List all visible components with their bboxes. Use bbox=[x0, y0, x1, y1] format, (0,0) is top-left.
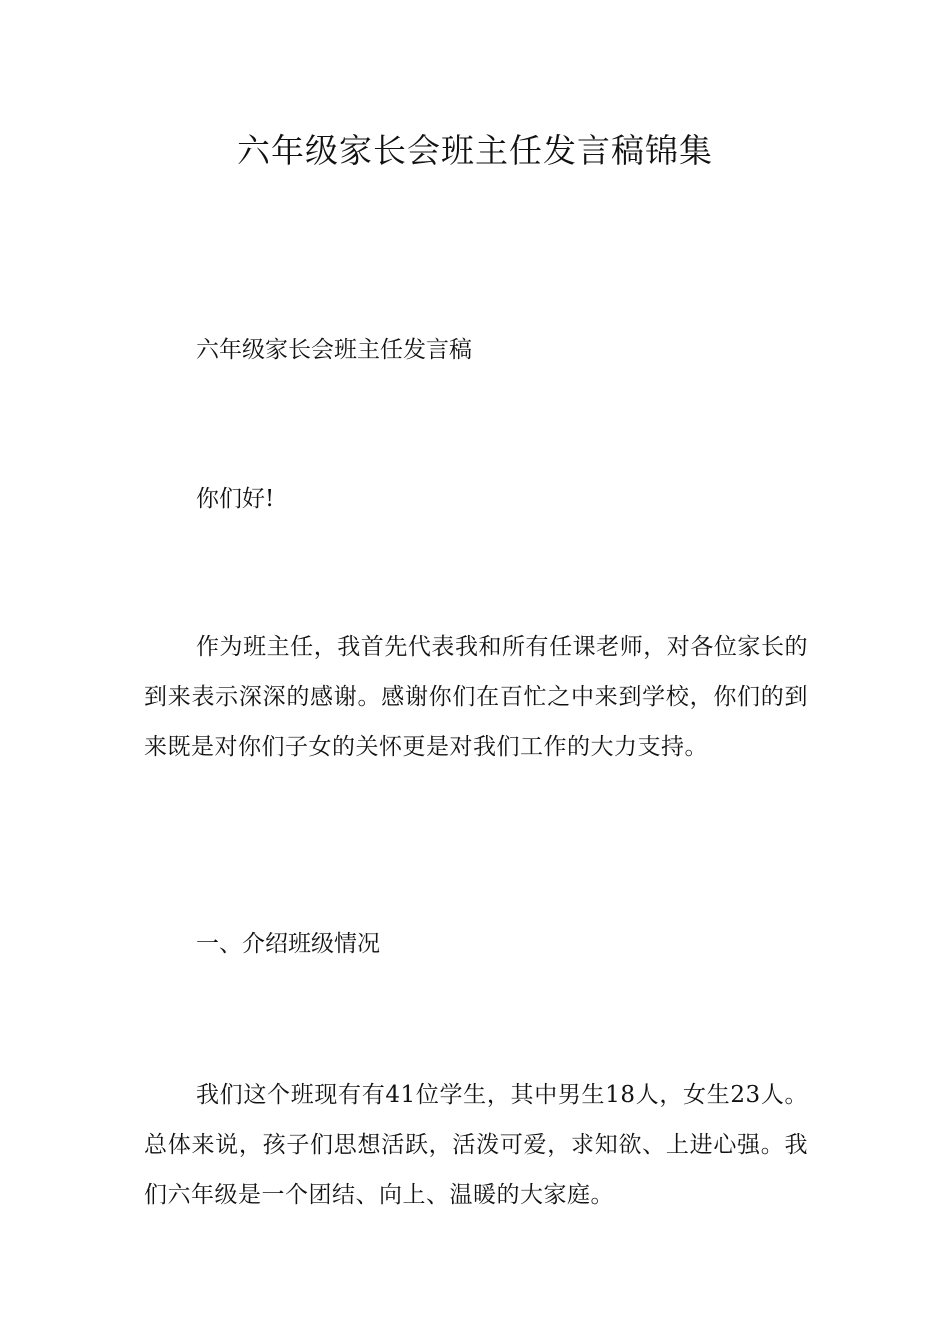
document-subtitle: 六年级家长会班主任发言稿 bbox=[196, 337, 472, 363]
class-info-paragraph: 我们这个班现有有41位学生，其中男生18人，女生23人。总体来说，孩子们思想活跃，活泼可爱，求知欲、上进心强。我们六年级是一个团结、向上、温暖的大家庭。 bbox=[144, 1082, 808, 1208]
greeting-text: 你们好! bbox=[196, 486, 275, 512]
section-heading: 一、介绍班级情况 bbox=[196, 931, 380, 957]
document-title: 六年级家长会班主任发言稿锦集 bbox=[237, 131, 713, 170]
intro-paragraph: 作为班主任，我首先代表我和所有任课老师，对各位家长的到来表示深深的感谢。感谢你们在百忙之中来到学校，你们的到来既是对你们子女的关怀更是对我们工作的大力支持。 bbox=[144, 634, 808, 760]
